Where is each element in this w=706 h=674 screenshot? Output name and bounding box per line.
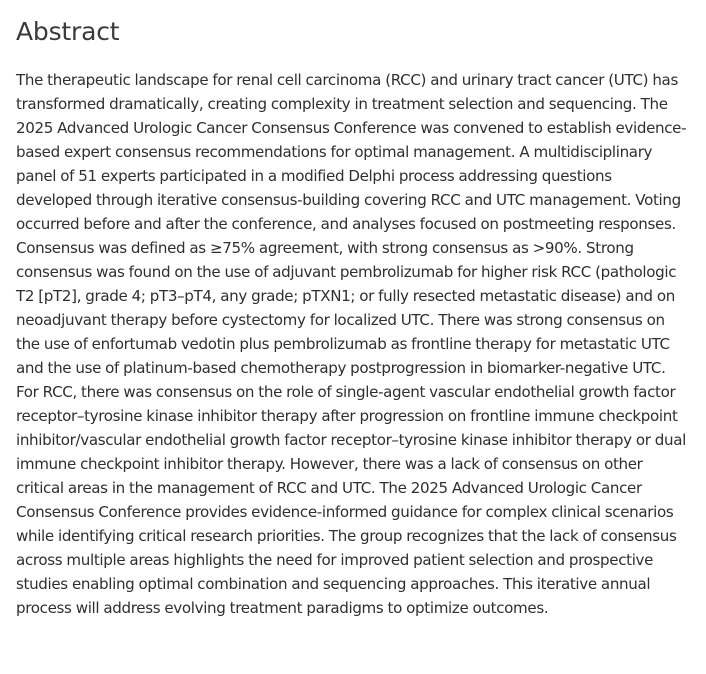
abstract-heading: Abstract — [16, 17, 120, 46]
abstract-body: The therapeutic landscape for renal cell carcinoma (RCC) and urinary tract cancer (UTC) has transformed dramatically, creating complexity in treatment selection and sequencing. The 2025 Advanced Urologic Cancer Consensus Conference was convened to establish evidence-based expert consensus recommendations for optimal management. A multidisciplinary panel of 51 experts participated in a modified Delphi process addressing questions developed through iterative consensus-building covering RCC and UTC management. Voting occurred before and after the conference, and analyses focused on postmeeting responses. Consensus was defined as ≥75% agreement, with strong consensus as >90%. Strong consensus was found on the use of adjuvant pembrolizumab for higher risk RCC (pathologic T2 [pT2], grade 4; pT3–pT4, any grade; pTXN1; or fully resected metastatic disease) and on neoadjuvant therapy before cystectomy for localized UTC. There was strong consensus on the use of enfortumab vedotin plus pembrolizumab as frontline therapy for metastatic UTC and the use of platinum-based chemotherapy postprogression in biomarker-negative UTC. For RCC, there was consensus on the role of single-agent vascular endothelial growth factor receptor–tyrosine kinase inhibitor therapy after progression on frontline immune checkpoint inhibitor/vascular endothelial growth factor receptor–tyrosine kinase inhibitor therapy or dual immune checkpoint inhibitor therapy. However, there was a lack of consensus on other critical areas in the management of RCC and UTC. The 2025 Advanced Urologic Cancer Consensus Conference provides evidence-informed guidance for complex clinical scenarios while identifying critical research priorities. The group recognizes that the lack of consensus across multiple areas highlights the need for improved patient selection and prospective studies enabling optimal combination and sequencing approaches. This iterative annual process will address evolving treatment paradigms to optimize outcomes. — [16, 71, 687, 617]
abstract-section — [16, 14, 690, 620]
